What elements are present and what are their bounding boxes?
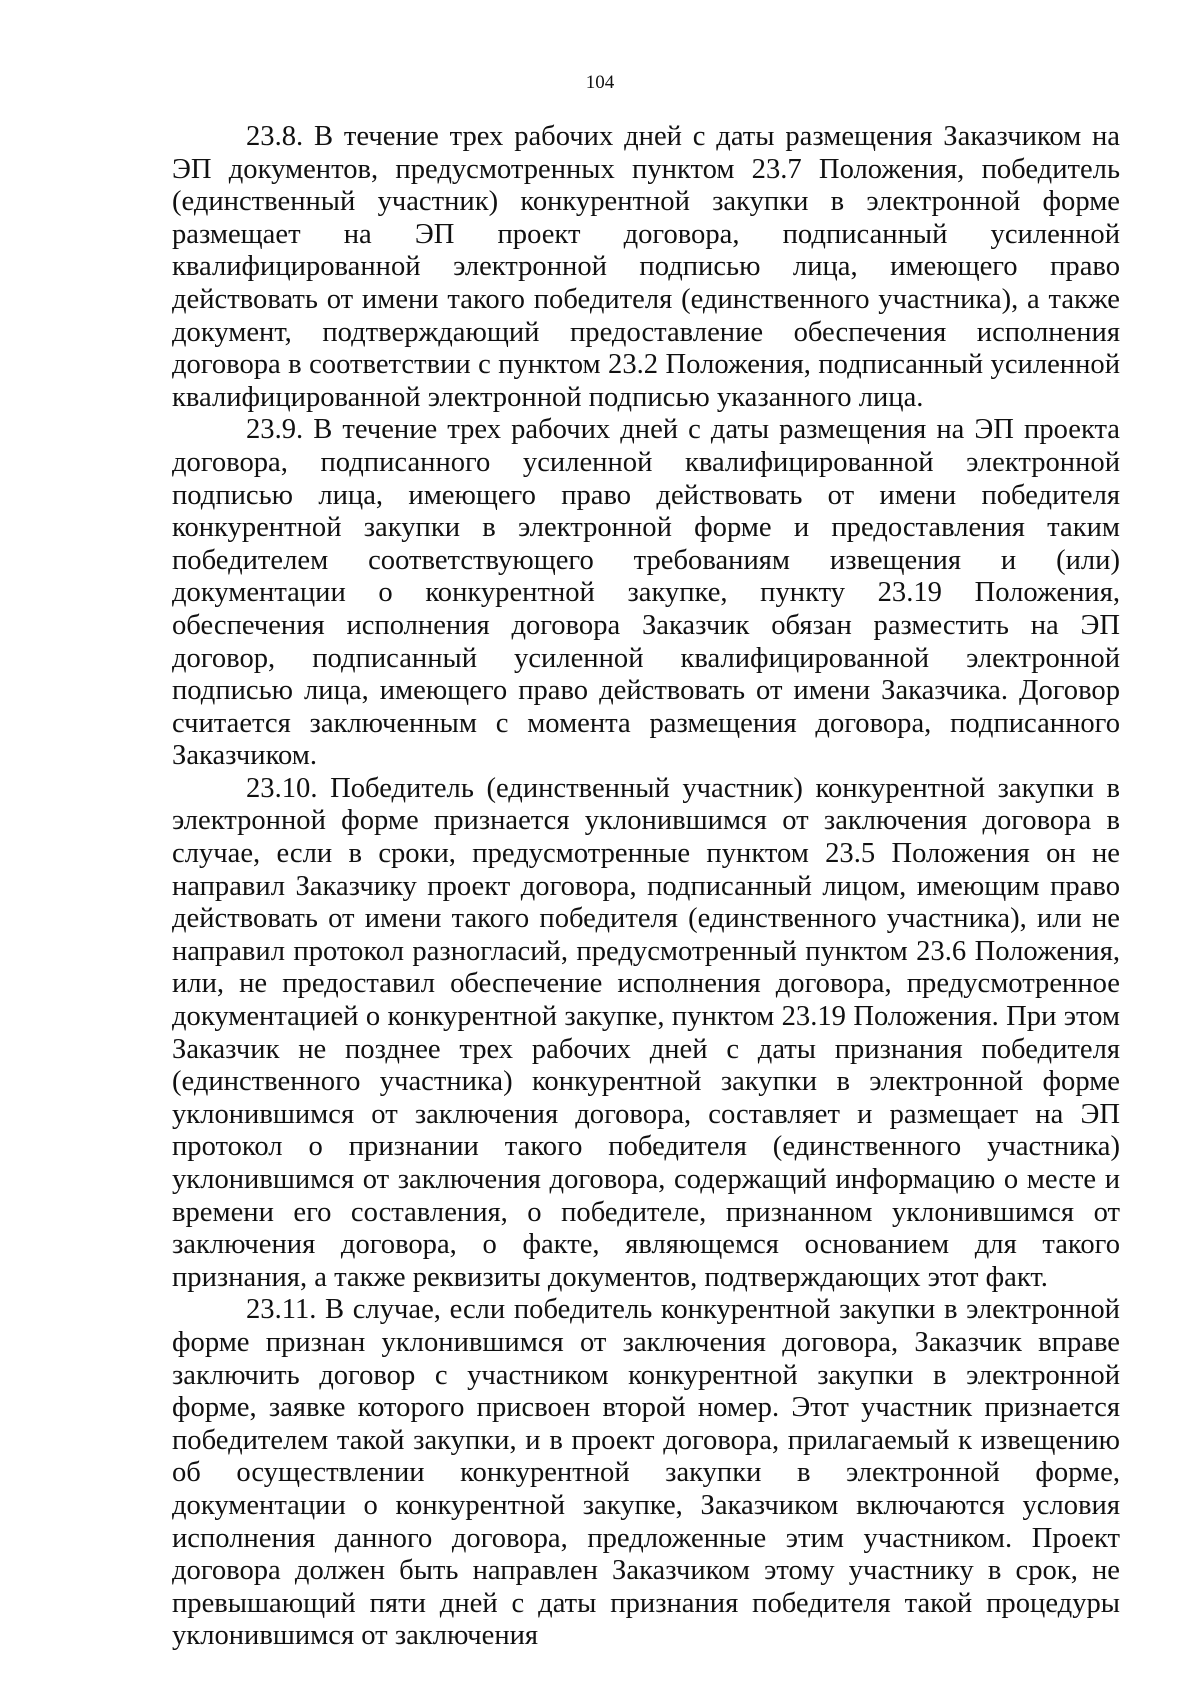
page-number: 104	[585, 72, 615, 93]
paragraph-23-9: 23.9. В течение трех рабочих дней с даты размещения на ЭП проекта договора, подписанного усиленной квалифицированной электронной подписью лица, имеющего право действовать от имени победителя конкурентной закупки в электронной форме и предоставления таким победителем соответствующего требованиям извещения и (или) документации о конкурентной закупке, пункту 23.19 Положения, обеспечения исполнения договора Заказчик обязан разместить на ЭП договор, подписанный усиленной квалифицированной электронной подписью лица, имеющего право действовать от имени Заказчика. Договор считается заключенным с момента размещения договора, подписанного Заказчиком.	[172, 414, 1120, 772]
paragraph-23-11: 23.11. В случае, если победитель конкурентной закупки в электронной форме признан уклонившимся от заключения договора, Заказчик вправе заключить договор с участником конкурентной закупки в электронной форме, заявке которого присвоен второй номер. Этот участник признается победителем такой закупки, и в проект договора, прилагаемый к извещению об осуществлении конкурентной закупки в электронной форме, документации о конкурентной закупке, Заказчиком включаются условия исполнения данного договора, предложенные этим участником. Проект договора должен быть направлен Заказчиком этому участнику в срок, не превышающий пяти дней с даты признания победителя такой процедуры уклонившимся от заключения	[172, 1294, 1120, 1652]
paragraph-23-8: 23.8. В течение трех рабочих дней с даты размещения Заказчиком на ЭП документов, предусмотренных пунктом 23.7 Положения, победитель (единственный участник) конкурентной закупки в электронной форме размещает на ЭП проект договора, подписанный усиленной квалифицированной электронной подписью лица, имеющего право действовать от имени такого победителя (единственного участника), а также документ, подтверждающий предоставление обеспечения исполнения договора в соответствии с пунктом 23.2 Положения, подписанный усиленной квалифицированной электронной подписью указанного лица.	[172, 121, 1120, 413]
document-body	[172, 121, 1120, 1653]
paragraph-23-10: 23.10. Победитель (единственный участник) конкурентной закупки в электронной форме признается уклонившимся от заключения договора в случае, если в сроки, предусмотренные пунктом 23.5 Положения он не направил Заказчику проект договора, подписанный лицом, имеющим право действовать от имени такого победителя (единственного участника), или не направил протокол разногласий, предусмотренный пунктом 23.6 Положения, или, не предоставил обеспечение исполнения договора, предусмотренное документацией о конкурентной закупке, пунктом 23.19 Положения. При этом Заказчик не позднее трех рабочих дней с даты признания победителя (единственного участника) конкурентной закупки в электронной форме уклонившимся от заключения договора, составляет и размещает на ЭП протокол о признании такого победителя (единственного участника) уклонившимся от заключения договора, содержащий информацию о месте и времени его составления, о победителе, признанном уклонившимся от заключения договора, о факте, являющемся основанием для такого признания, а также реквизиты документов, подтверждающих этот факт.	[172, 772, 1120, 1293]
